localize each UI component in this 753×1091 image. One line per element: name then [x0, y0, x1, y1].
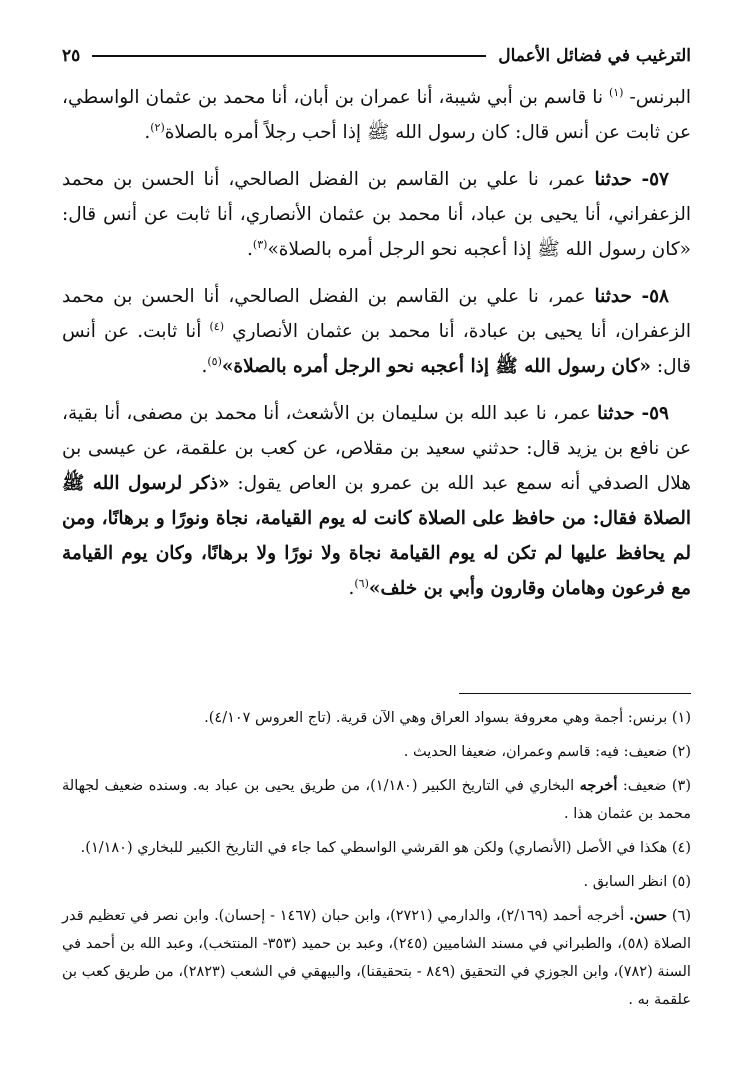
page-header: [62, 40, 691, 72]
footnote-6: [62, 902, 691, 1014]
footnote-lead: حسن.: [629, 907, 668, 924]
hadith-57: [62, 162, 691, 267]
footnote-2: (٢) ضعيف: فيه: قاسم وعمران، ضعيفا الحديث .: [403, 744, 691, 760]
page-number: ٢٥: [62, 46, 81, 66]
footnote-text: البخاري في التاريخ الكبير (١/١٨٠)، من طريق يحيى بن عباد به. وسنده ضعيف لجهالة محمد بن عثمان هذا .: [62, 778, 691, 822]
text-span: .: [201, 356, 208, 377]
footnote-lead: أخرجه: [579, 777, 618, 794]
text-span: عمر، نا علي بن القاسم بن الفضل الصالحي، أنا الحسن بن محمد الزعفراني، أنا يحيى بن عباد، أنا محمد بن عثمان الأنصاري، أنا ثابت عن أنس قال: «كان رسول الله ﷺ إذا أعجبه نحو الرجل أمره بالصلاة»: [62, 169, 691, 260]
footnote-5: (٥) انظر السابق .: [583, 874, 691, 890]
text-span: نا قاسم بن أبي شيبة، أنا عمران بن أبان، أنا محمد بن عثمان الواسطي، عن ثابت عن أنس قال: كان رسول الله ﷺ إذا أحب رجلاً أمره بالصلاة: [62, 87, 691, 143]
header-rule: [92, 55, 486, 57]
footnote-3: [62, 772, 691, 828]
footnotes: [62, 704, 691, 1020]
footnote-number: (٣) ضعيف:: [617, 778, 692, 794]
footnote-marker: (٣): [252, 237, 268, 251]
footnote-rule: [459, 693, 691, 694]
hadith-text: «كان رسول الله ﷺ إذا أعجبه نحو الرجل أمره بالصلاة»: [221, 356, 651, 377]
footnote-marker: (٤): [209, 319, 224, 333]
footnote-1: (١) برنس: أجمة وهي معروفة بسواد العراق وهي الآن قرية. (تاج العروس ٤/١٠٧).: [204, 710, 691, 726]
running-title: الترغيب في فضائل الأعمال: [498, 46, 691, 66]
lead-word: حدثنا: [597, 403, 635, 424]
text-span: .: [144, 122, 151, 143]
text-span: عمر، نا علي بن القاسم بن الفضل الصالحي، أنا الحسن بن محمد الزعفران، أنا يحيى بن عبادة، أنا محمد بن عثمان الأنصاري: [62, 286, 691, 342]
footnote-marker: (٢): [150, 120, 165, 134]
lead-word: حدثنا: [594, 286, 632, 307]
text-span: .: [247, 239, 253, 260]
footnote-marker: (١): [608, 85, 624, 99]
hadith-number: ٥٨-: [631, 286, 669, 307]
main-text: [62, 80, 691, 618]
hadith-58: [62, 279, 691, 384]
footnote-marker: (٥): [207, 354, 222, 368]
hadith-number: ٥٧-: [631, 169, 669, 190]
text-span: عمر، نا عبد الله بن سليمان بن الأشعث، أنا محمد بن مصفى، أنا بقية، عن نافع بن يزيد قال: حدثني سعيد بن مقلاص، عن كعب بن علقمة، عن عيسى بن هلال الصدفي أنه سمع عبد الله بن عمرو بن العاص يقول:: [62, 403, 691, 494]
hadith-number: ٥٩-: [634, 403, 669, 424]
footnote-text: أخرجه أحمد (٢/١٦٩)، والدارمي (٢٧٢١)، وابن حبان (١٤٦٧ - إحسان). وابن نصر في تعظيم قدر الصلاة (٥٨)، والطبراني في مسند الشاميين (٢٤٥)، وعبد بن حميد (٣٥٣- المنتخب)، وعبد الله بن أحمد في السنة (٧٨٢)، وابن الجوزي في التحقيق (٨٤٩ - بتحقيقنا)، والبيهقي في الشعب (٢٨٢٣)، من طريق كعب بن علقمة به .: [62, 908, 691, 1008]
footnote-marker: (٦): [354, 576, 369, 590]
footnote-number: (٦): [667, 908, 692, 924]
text-span: أنا ثابت. عن أنس قال:: [62, 321, 691, 377]
hadith-59: [62, 396, 691, 606]
text-span: البرنس-: [623, 87, 691, 108]
text-span: .: [348, 578, 355, 599]
paragraph-continuation: [62, 80, 691, 150]
lead-word: حدثنا: [594, 169, 632, 190]
footnote-4: (٤) هكذا في الأصل (الأنصاري) ولكن هو القرشي الواسطي كما جاء في التاريخ الكبير للبخاري (١/١٨٠).: [80, 840, 691, 856]
hadith-text: «ذكر لرسول الله ﷺ الصلاة فقال: من حافظ على الصلاة كانت له يوم القيامة، نجاة ونورًا و برهانًا، ومن لم يحافظ عليها لم تكن له يوم القيامة نجاة ولا نورًا ولا برهانًا، وكان يوم القيامة مع فرعون وهامان وقارون وأبي بن خلف»: [62, 473, 691, 599]
